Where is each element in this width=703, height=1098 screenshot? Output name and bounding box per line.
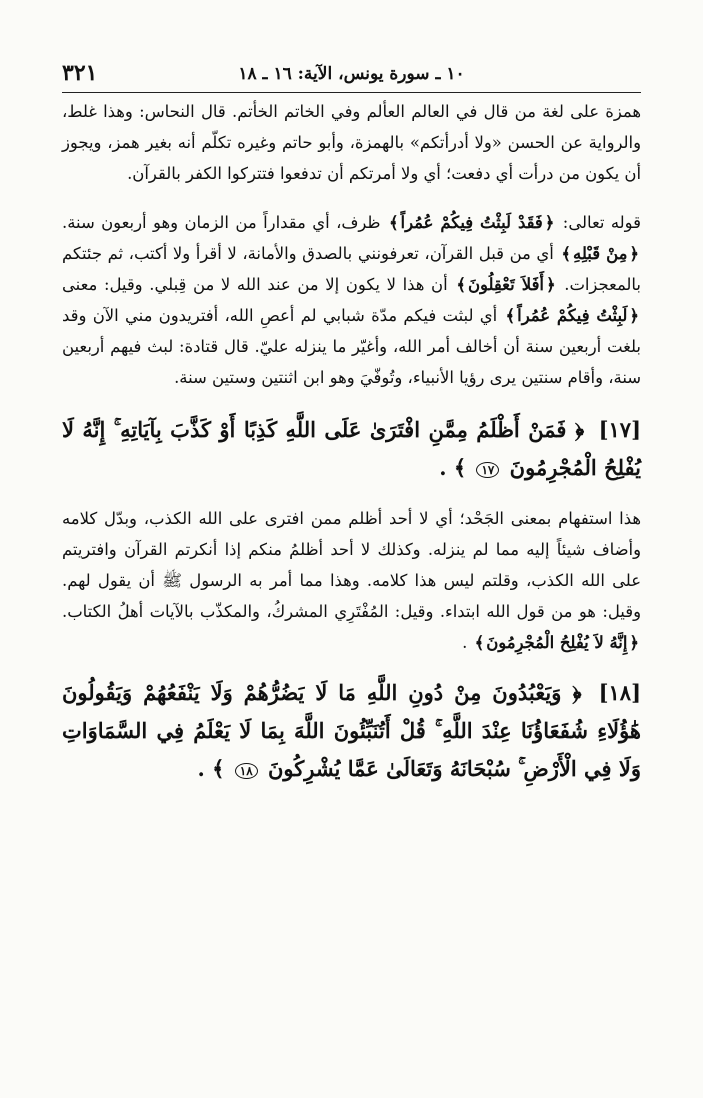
commentary-text: أي من قبل القرآن، تعرفونني بالصدق والأمانة، لا أقرأ ولا أكتب، ثم جئتكم بالمعجزات. [62, 244, 641, 294]
commentary-text: قوله تعالى: [562, 213, 641, 232]
verse-18 [62, 674, 641, 788]
verse-text: وَيَعْبُدُونَ مِنْ دُونِ اللَّهِ مَا لَا يَضُرُّهُمْ وَلَا يَنْفَعُهُمْ وَيَقُولُونَ هَٰؤُلَاءِ شُفَعَاؤُنَا عِنْدَ اللَّهِ ۚ قُلْ أَتُنَبِّئُونَ اللَّهَ بِمَا لَا يَعْلَمُ فِي السَّمَاوَاتِ وَلَا فِي الْأَرْضِ ۚ سُبْحَانَهُ وَتَعَالَىٰ عَمَّا يُشْرِكُونَ [62, 680, 641, 781]
commentary-text: أي لبثت فيكم مدّة شبابي لم أعصِ الله، أفتريدون مني الآن وقد بلغت أربعين سنة أن أخالف أمر الله، وأغيّر ما ينزله عليّ. قال قتادة: لبث فيهم أربعين سنة، وأقام سنتين يرى رؤيا الأنبياء، وتُوفّيَ وهو ابن اثنتين وستين سنة. [62, 306, 641, 387]
commentary-text: ظرف، أي مقداراً من الزمان وهو أربعون سنة. [62, 213, 381, 232]
page-body [62, 96, 641, 788]
ayah-end-marker: ١٧ [476, 462, 499, 478]
verse-number: [١٨] [598, 680, 641, 705]
commentary-text: وقيل: معنى [62, 275, 143, 294]
commentary-text: . [462, 633, 468, 652]
page-number: ٣٢١ [62, 60, 98, 86]
commentary-text: هذا استفهام بمعنى الجَحْد؛ أي لا أحد أظلم ممن افترى على الله الكذب، وبدّل كلامه وأضاف شيئاً إليه مما لم ينزله. وكذلك لا أحد أظلمُ منكم إذا أنكرتم القرآن وافتريتم على الله الكذب، وقلتم ليس هذا كلامه. وهذا مما أمر به الرسول ﷺ أن يقول لهم. وقيل: هو من قول الله ابتداء. وقيل: المُفْتَرِي المشركُ، والمكذّب بالآيات أهلُ الكتاب. [62, 509, 641, 621]
verse-number: [١٧] [598, 417, 641, 442]
running-header [62, 58, 641, 93]
spacer [62, 658, 641, 674]
quran-quote: ﴿ لَبِثْتُ فِيكُمْ عُمُراً ﴾ [504, 306, 641, 325]
ornate-bracket-close: ﴾ . [197, 756, 225, 781]
quran-quote: ﴿ مِنْ قَبْلِهِ ﴾ [559, 244, 641, 263]
spacer [62, 487, 641, 503]
paragraph-commentary-17 [62, 503, 641, 658]
quran-quote: ﴿ أَفَلاَ تَعْقِلُونَ ﴾ [454, 275, 557, 294]
ayah-end-marker: ١٨ [235, 763, 258, 779]
paragraph-continuation: همزة على لغة من قال في العالم العألم وفي الخاتم الخأتم. قال النحاس: وهذا غلط، والرواية عن الحسن «ولا أدرأتكم» بالهمزة، وأبو حاتم وغيره تكلّم أنه بغير همز، ويجوز أن يكون من درأت أي دفعت؛ أي ولا أمرتكم أن تدفعوا فتتركوا الكفر بالقرآن. [62, 102, 641, 183]
quran-quote: ﴿ إِنَّهُ لاَ يُفْلِحُ الْمُجْرِمُونَ ﴾ [473, 633, 641, 652]
header-title: ١٠ ـ سورة يونس، الآية: ١٦ ـ ١٨ [238, 64, 465, 84]
commentary-text: أن هذا لا يكون إلا من عند الله لا من قِبلي. [149, 275, 448, 294]
spacer [62, 189, 641, 207]
verse-text: فَمَنْ أَظْلَمُ مِمَّنِ افْتَرَىٰ عَلَى اللَّهِ كَذِبًا أَوْ كَذَّبَ بِآيَاتِهِ ۚ إِنَّهُ لَا يُفْلِحُ الْمُجْرِمُونَ [62, 417, 641, 480]
ornate-bracket-close: ﴾ . [439, 455, 467, 480]
quran-quote: ﴿ فَقَدْ لَبِثْتُ فِيكُمْ عُمُراً ﴾ [387, 213, 556, 232]
verse-17 [62, 411, 641, 487]
ornate-bracket-open: ﴿ [572, 680, 582, 705]
ornate-bracket-open: ﴿ [574, 417, 585, 442]
spacer [62, 393, 641, 411]
paragraph-commentary-1 [62, 207, 641, 393]
